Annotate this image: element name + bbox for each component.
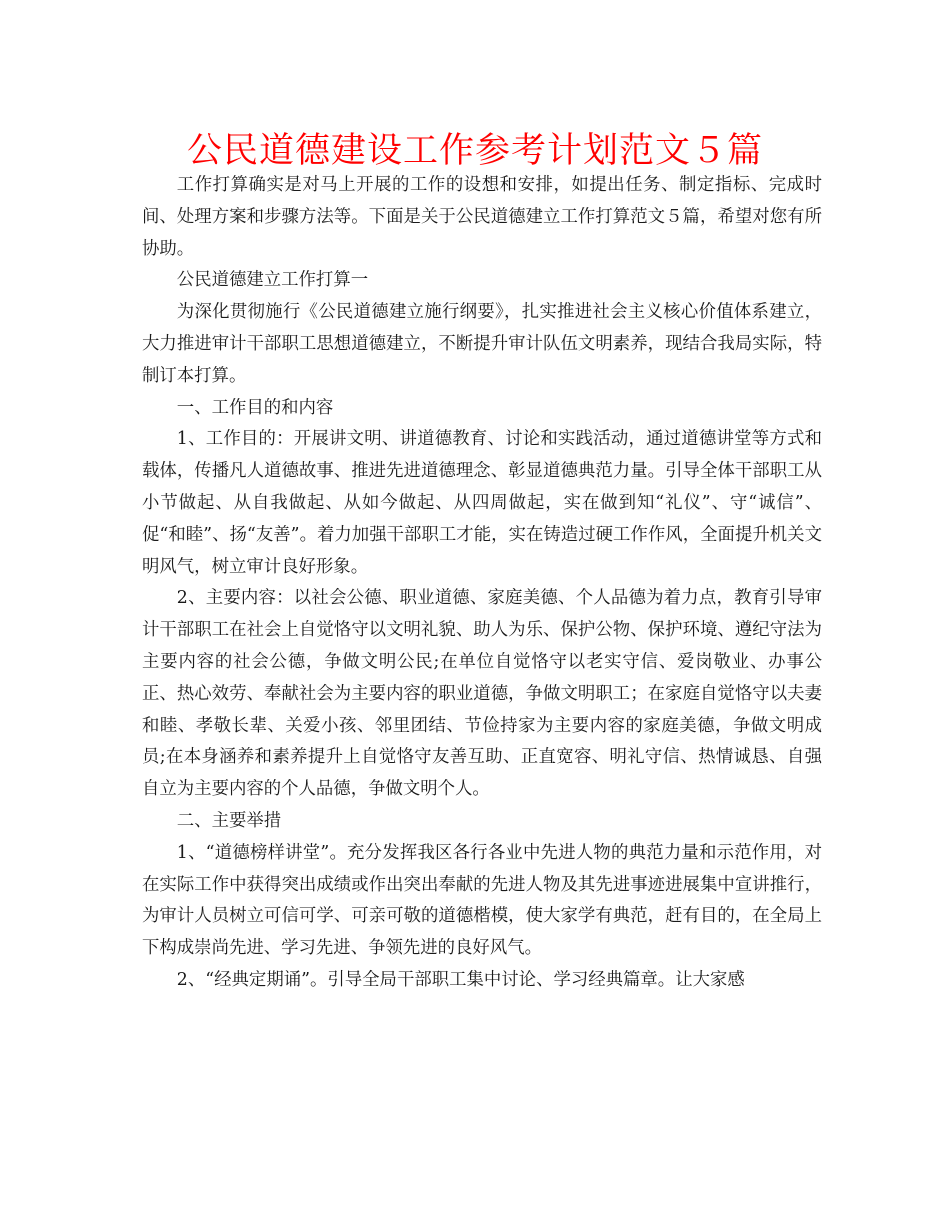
content-paragraph: 2、主要内容：以社会公德、职业道德、家庭美德、个人品德为着力点，教育引导审计干部职工在社会上自觉恪守以文明礼貌、助人为乐、保护公物、保护环境、遵纪守法为主要内容的社会公德，争做文明公民;在单位自觉恪守以老实守信、爱岗敬业、办事公正、热心效劳、奉献社会为主要内容的职业道德，争做文明职工；在家庭自觉恪守以夫妻和睦、孝敬长辈、关爱小孩、邻里团结、节俭持家为主要内容的家庭美德，争做文明成员;在本身涵养和素养提升上自觉恪守友善互助、正直宽容、明礼守信、热情诚恳、自强自立为主要内容的个人品德，争做文明个人。 bbox=[142, 588, 822, 800]
intro-paragraph: 工作打算确实是对马上开展的工作的设想和安排，如提出任务、制定指标、完成时间、处理方案和步骤方法等。下面是关于公民道德建立工作打算范文５篇，希望对您有所协助。 bbox=[142, 175, 822, 259]
document-title: 公民道德建设工作参考计划范文５篇 bbox=[186, 131, 763, 171]
measure-two-paragraph: 2、“经典定期诵”。引导全局干部职工集中讨论、学习经典篇章。让大家感 bbox=[176, 969, 745, 990]
section-heading-plan-one: 公民道德建立工作打算一 bbox=[176, 270, 369, 291]
document-body bbox=[142, 170, 822, 997]
measure-one-paragraph: 1、“道德榜样讲堂”。充分发挥我区各行各业中先进人物的典范力量和示范作用，对在实际工作中获得突出成绩或作出突出奉献的先进人物及其先进事迹进展集中宣讲推行，为审计人员树立可信可学、可亲可敬的道德楷模，使大家学有典范，赶有目的，在全局上下构成崇尚先进、学习先进、争领先进的良好风气。 bbox=[142, 842, 822, 959]
section-heading-measures: 二、主要举措 bbox=[176, 810, 282, 831]
plan-intro-paragraph: 为深化贯彻施行《公民道德建立施行纲要》，扎实推进社会主义核心价值体系建立，大力推进审计干部职工思想道德建立，不断提升审计队伍文明素养，现结合我局实际，特制订本打算。 bbox=[142, 302, 822, 386]
goals-paragraph: 1、工作目的：开展讲文明、讲道德教育、讨论和实践活动，通过道德讲堂等方式和载体，传播凡人道德故事、推进先进道德理念、彰显道德典范力量。引导全体干部职工从小节做起、从自我做起、从如今做起、从四周做起，实在做到知“礼仪”、守“诚信”、促“和睦”、扬“友善”。着力加强干部职工才能，实在铸造过硬工作作风，全面提升机关文明风气，树立审计良好形象。 bbox=[142, 429, 822, 577]
section-heading-goals: 一、工作目的和内容 bbox=[176, 397, 334, 418]
